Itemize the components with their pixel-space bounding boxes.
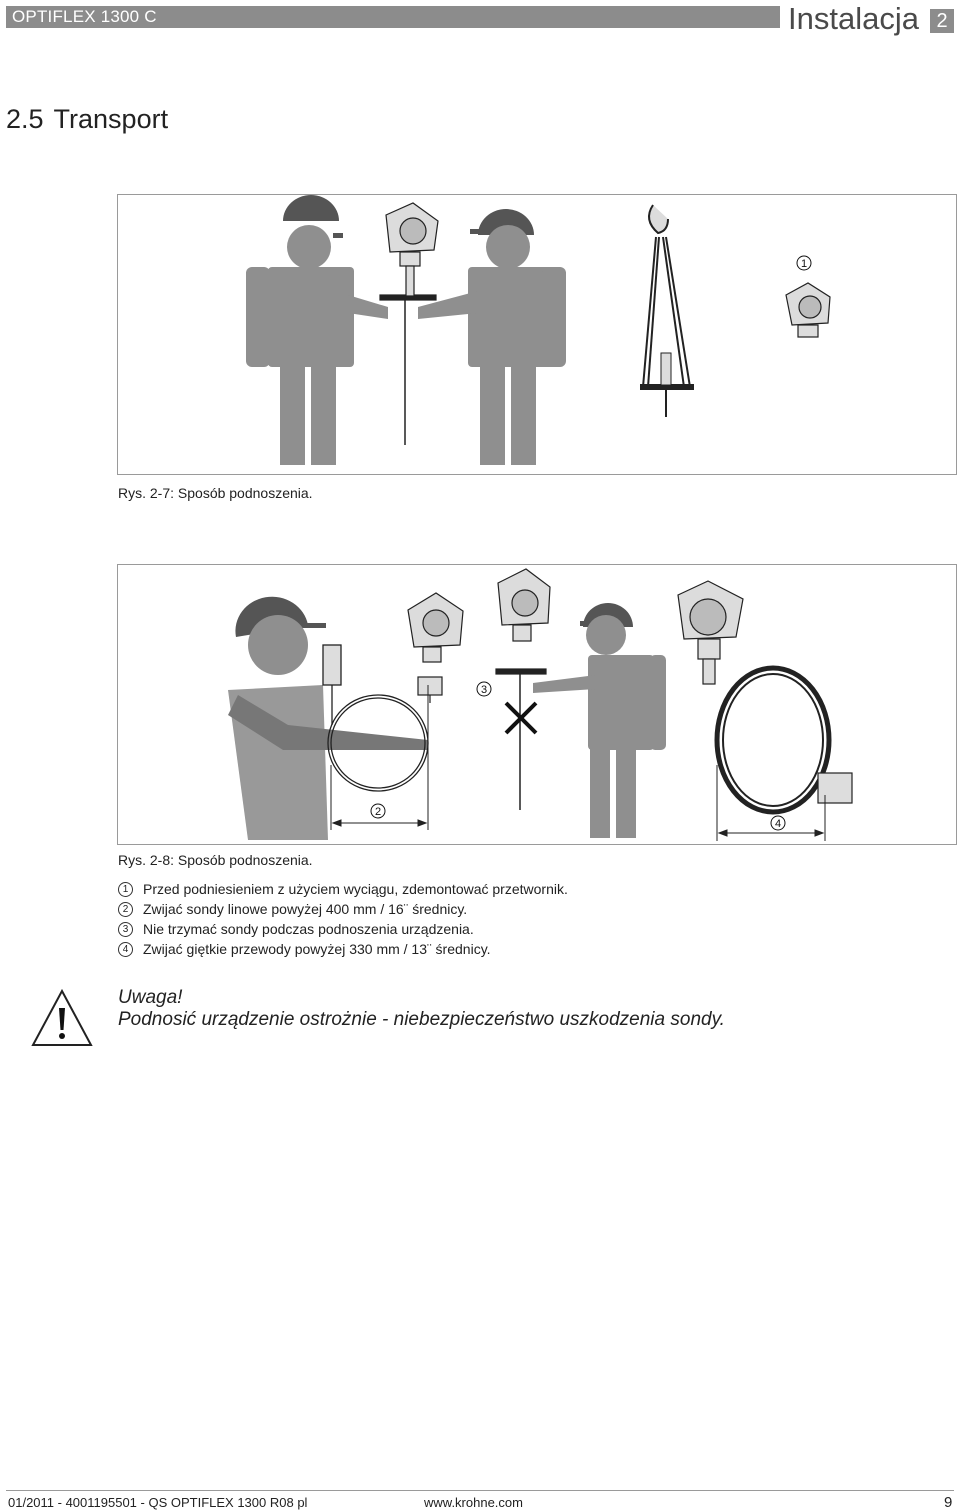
- callout-4: 4: [774, 818, 782, 830]
- person-left-icon: [246, 195, 388, 465]
- legend-text: Zwijać sondy linowe powyżej 400 mm / 16¨ średnicy.: [143, 901, 468, 917]
- legend-item: [118, 879, 568, 899]
- converter-icon: [786, 283, 830, 337]
- cross-icon: [506, 703, 536, 733]
- legend-item: [118, 919, 568, 939]
- warning-text: Podnosić urządzenie ostrożnie - niebezpieczeństwo uszkodzenia sondy.: [118, 1009, 725, 1030]
- legend-item: [118, 939, 568, 959]
- callout-1: 1: [800, 258, 808, 270]
- footer-divider: [6, 1490, 954, 1491]
- person-holding-icon: [533, 603, 666, 838]
- device-coil-transmitter-icon: [408, 593, 463, 703]
- header-product: OPTIFLEX 1300 C: [12, 7, 157, 26]
- warning-title: Uwaga!: [118, 987, 183, 1008]
- person-right-icon: [418, 209, 566, 465]
- legend-mark: 2: [118, 902, 133, 917]
- person-coiling-icon: [228, 597, 428, 840]
- header-section-title: Instalacja: [788, 1, 919, 36]
- footer-doc-ref: 01/2011 - 4001195501 - QS OPTIFLEX 1300 R08 pl: [8, 1495, 308, 1510]
- crane-hook-icon: [641, 205, 693, 417]
- footer-website-link[interactable]: www.krohne.com: [424, 1495, 523, 1510]
- figure-2-caption: Rys. 2-8: Sposób podnoszenia.: [118, 852, 313, 868]
- figure-probe-handling: [117, 564, 957, 845]
- legend-text: Zwijać giętkie przewody powyżej 330 mm / 13¨ średnicy.: [143, 941, 491, 957]
- section-number: 2.5: [6, 104, 44, 134]
- footer-page-number: 9: [944, 1494, 953, 1511]
- section-title: [6, 104, 168, 135]
- callout-2: 2: [374, 806, 382, 818]
- rope-probe-coil-icon: [323, 645, 428, 791]
- lifting-illustration: [118, 195, 956, 474]
- legend-mark: 4: [118, 942, 133, 957]
- warning-triangle-icon: [30, 988, 94, 1048]
- figure-legend: [118, 879, 568, 959]
- figure-lifting-methods: [117, 194, 957, 475]
- flexible-hose-device-icon: [678, 581, 852, 812]
- dimension-4: [717, 765, 825, 841]
- callout-3: 3: [480, 684, 488, 696]
- probe-handling-illustration: [118, 565, 956, 844]
- header-chapter-number: 2: [930, 9, 954, 33]
- legend-text: Przed podniesieniem z użyciem wyciągu, zdemontować przetwornik.: [143, 881, 568, 897]
- legend-mark: 1: [118, 882, 133, 897]
- section-title-text: Transport: [53, 104, 169, 134]
- device-held-icon: [380, 203, 438, 445]
- legend-mark: 3: [118, 922, 133, 937]
- figure-1-caption: Rys. 2-7: Sposób podnoszenia.: [118, 485, 313, 501]
- legend-text: Nie trzymać sondy podczas podnoszenia urządzenia.: [143, 921, 474, 937]
- legend-item: [118, 899, 568, 919]
